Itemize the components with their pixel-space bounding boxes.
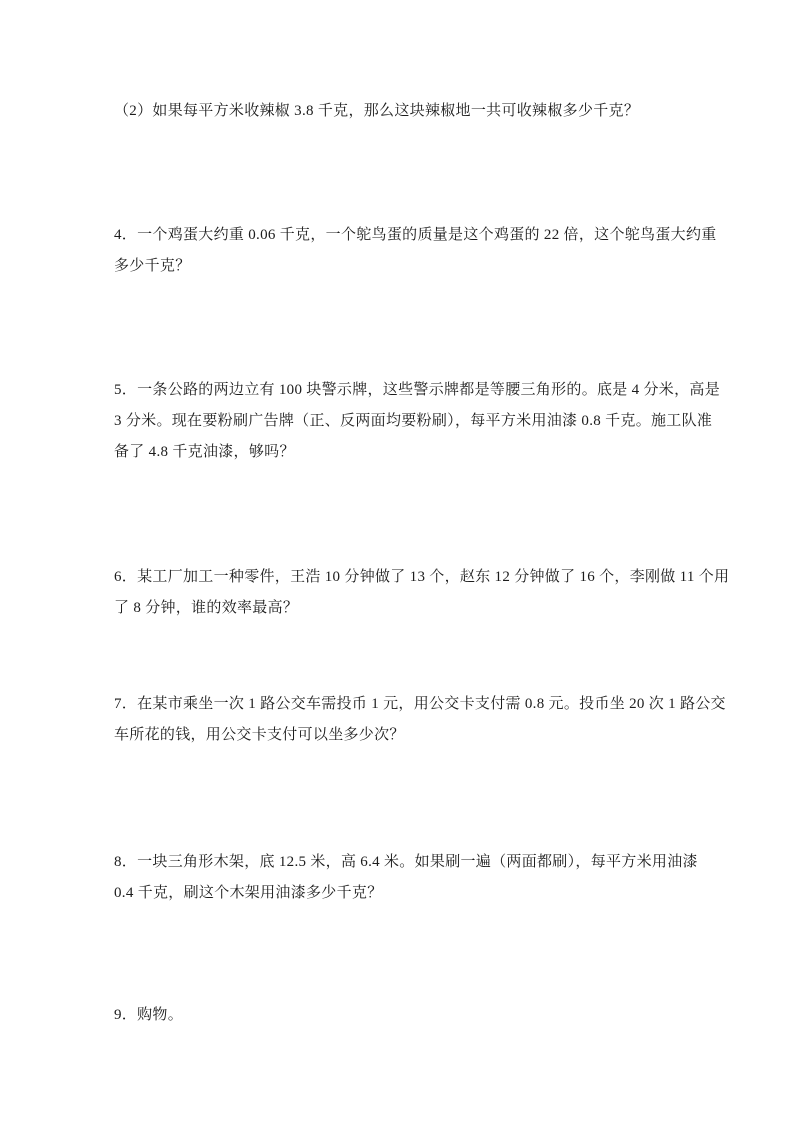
question-2-part2 bbox=[114, 96, 714, 127]
text-line: 了 8 分钟，谁的效率最高？ bbox=[114, 600, 299, 616]
question-9 bbox=[114, 1000, 714, 1031]
text-line: 8．一块三角形木架，底 12.5 米，高 6.4 米。如果刷一遍（两面都刷），每平方米用油漆 bbox=[114, 854, 698, 870]
text-line: 6．某工厂加工一种零件，王浩 10 分钟做了 13 个，赵东 12 分钟做了 16 个，李刚做 11 个用 bbox=[114, 569, 730, 585]
question-6 bbox=[114, 562, 730, 624]
text-line: （2）如果每平方米收辣椒 3.8 千克，那么这块辣椒地一共可收辣椒多少千克？ bbox=[114, 103, 640, 119]
text-line: 3 分米。现在要粉刷广告牌（正、反两面均要粉刷），每平方米用油漆 0.8 千克。施工队准 bbox=[114, 413, 713, 429]
text-line: 9．购物。 bbox=[114, 1007, 184, 1023]
text-line: 0.4 千克，刷这个木架用油漆多少千克？ bbox=[114, 885, 383, 901]
question-8 bbox=[114, 847, 714, 909]
text-line: 车所花的钱，用公交卡支付可以坐多少次？ bbox=[114, 727, 405, 743]
text-line: 7．在某市乘坐一次 1 路公交车需投币 1 元，用公交卡支付需 0.8 元。投币坐 20 次 1 路公交 bbox=[114, 696, 726, 712]
question-5 bbox=[114, 375, 721, 468]
question-4 bbox=[114, 220, 717, 282]
text-line: 多少千克？ bbox=[114, 258, 191, 274]
text-line: 5．一条公路的两边立有 100 块警示牌，这些警示牌都是等腰三角形的。底是 4 分米，高是 bbox=[114, 382, 721, 398]
text-line: 4．一个鸡蛋大约重 0.06 千克，一个鸵鸟蛋的质量是这个鸡蛋的 22 倍，这个鸵鸟蛋大约重 bbox=[114, 227, 717, 243]
question-7 bbox=[114, 689, 726, 751]
text-line: 备了 4.8 千克油漆，够吗？ bbox=[114, 444, 295, 460]
